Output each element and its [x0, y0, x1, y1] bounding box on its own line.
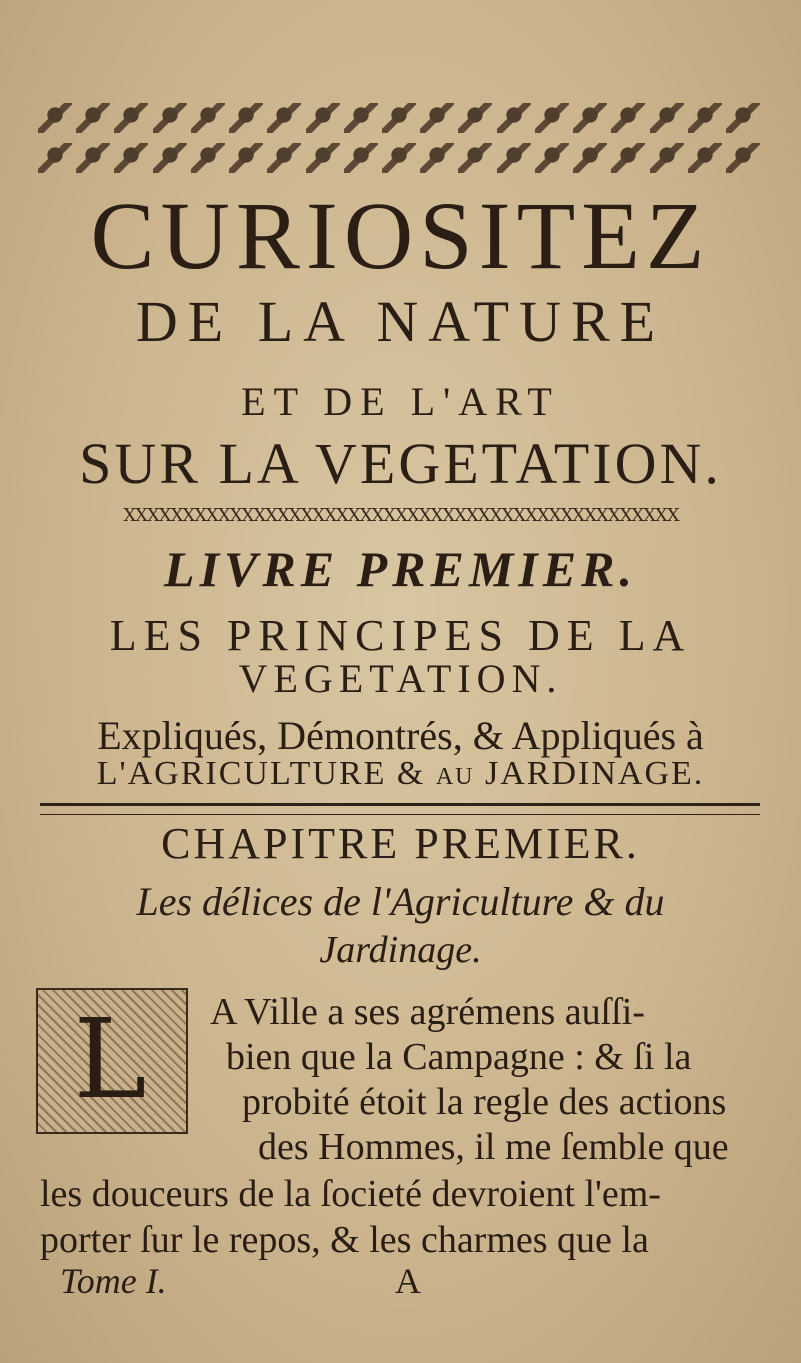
ornamental-divider: XXXXXXXXXXXXXXXXXXXXXXXXXXXXXXXXXXXXXXXXXXXXXXX [123, 505, 679, 526]
section-heading-line1: LES PRINCIPES DE LA [109, 611, 692, 660]
signature-mark: A [395, 1261, 421, 1301]
ornament-band-bottom [38, 140, 760, 176]
body-text-line: porter ſur le repos, & les charmes que la [40, 1219, 649, 1261]
double-rule-divider [40, 803, 760, 815]
title-line-nature: DE LA NATURE [135, 289, 666, 354]
page-footer [0, 1260, 801, 1310]
decorated-initial-letter: L [73, 995, 147, 1123]
body-text-line: probité étoit la regle des actions [242, 1081, 727, 1123]
volume-label: Tome I. [60, 1261, 167, 1301]
main-title: CURIOSITEZ [90, 182, 711, 289]
body-text-line: A Ville a ses agrémens auſſi- [210, 991, 645, 1033]
chapter-subtitle-line2: Jardinage. [319, 929, 482, 971]
body-text-line: les douceurs de la ſocieté devroient l'em- [40, 1173, 661, 1215]
book-heading: LIVRE PREMIER. [164, 541, 637, 597]
title-line-art: ET DE L'ART [241, 379, 560, 424]
section-subtitle-line2: L'AGRICULTURE & au JARDINAGE. [96, 755, 705, 792]
body-text-line: des Hommes, il me ſemble que [258, 1126, 729, 1168]
title-line-vegetation: SUR LA VEGETATION. [79, 431, 722, 496]
chapter-subtitle-line1: Les délices de l'Agriculture & du [136, 879, 665, 924]
chapter-title: CHAPITRE PREMIER. [161, 819, 640, 868]
section-subtitle-line1: Expliqués, Démontrés, & Appliqués à [97, 713, 704, 758]
ornament-band-top [38, 100, 760, 136]
section-heading-line2: VEGETATION. [238, 656, 563, 701]
body-text-line: bien que la Campagne : & ſi la [226, 1036, 692, 1078]
